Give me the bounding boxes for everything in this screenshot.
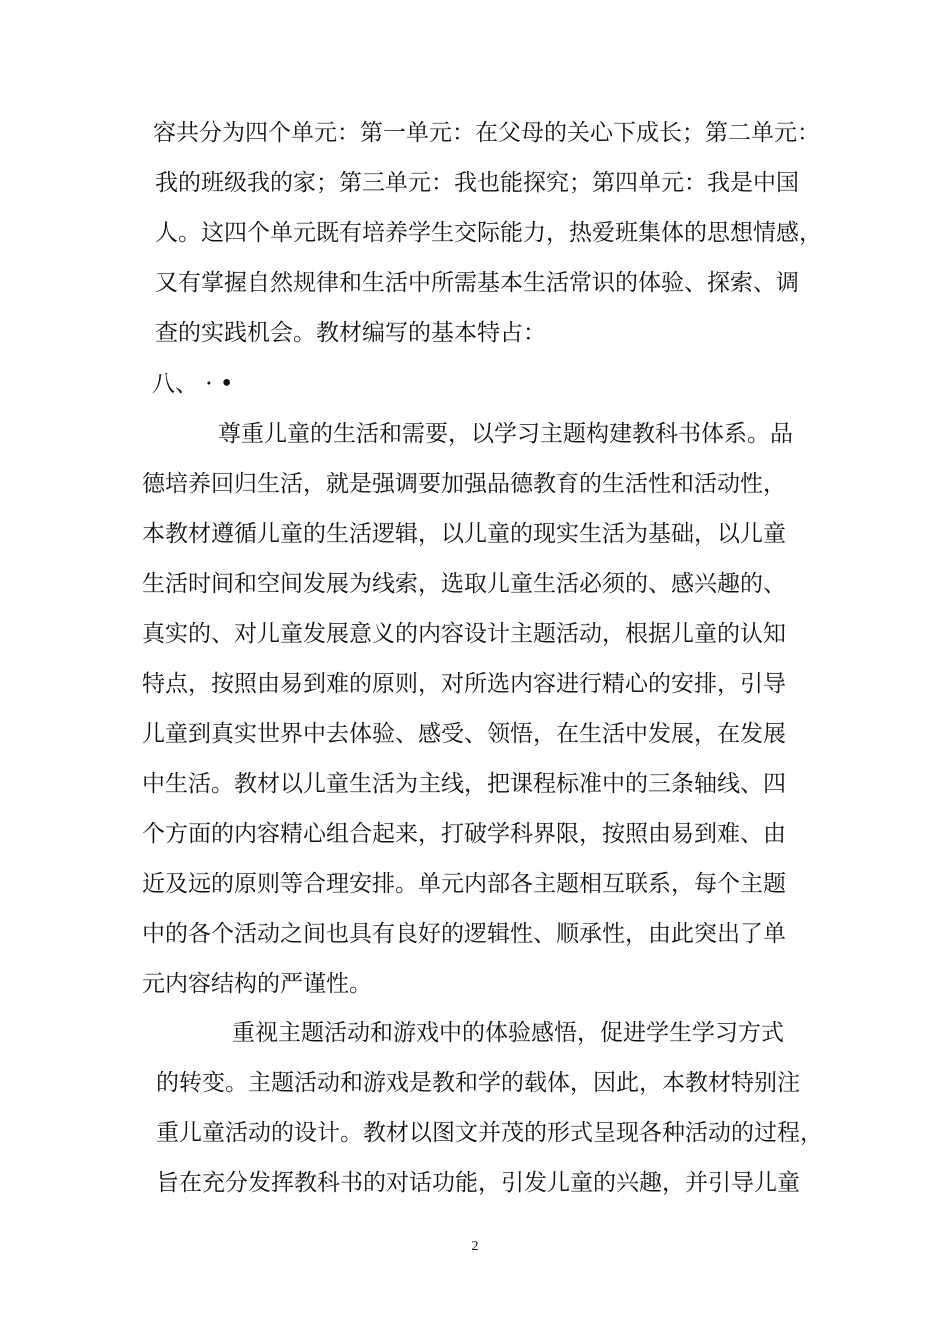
text-line: 德培养回归生活，就是强调要加强品德教育的生活性和活动性，: [142, 471, 786, 497]
text-line: 本教材遵循儿童的生活逻辑，以儿童的现实生活为基础，以儿童: [142, 521, 786, 547]
text-line: 个方面的内容精心组合起来，打破学科界限，按照由易到难、由: [142, 821, 786, 847]
text-line: 我的班级我的家；第三单元：我也能探究；第四单元：我是中国: [155, 170, 799, 196]
text-line: 中的各个活动之间也具有良好的逻辑性、顺承性，由此突出了单: [142, 921, 786, 947]
page-number: 2: [471, 1239, 479, 1254]
text-line: 特点，按照由易到难的原则，对所选内容进行精心的安排，引导: [142, 671, 786, 697]
text-line: 容共分为四个单元：第一单元：在父母的关心下成长；第二单元：: [153, 120, 820, 146]
text-line: 又有掌握自然规律和生活中所需基本生活常识的体验、探索、调: [155, 270, 799, 296]
text-line: 元内容结构的严谨性。: [142, 971, 372, 997]
text-line: 真实的、对儿童发展意义的内容设计主题活动，根据儿童的认知: [142, 621, 786, 647]
text-line: 查的实践机会。教材编写的基本特占：: [155, 320, 546, 346]
text-line: 近及远的原则等合理安排。单元内部各主题相互联系，每个主题: [142, 871, 786, 897]
text-line: 儿童到真实世界中去体验、感受、领悟，在生活中发展，在发展: [142, 721, 786, 747]
text-line: 重儿童活动的设计。教材以图文并茂的形式呈现各种活动的过程，: [156, 1120, 823, 1146]
text-line: 的转变。主题活动和游戏是教和学的载体，因此，本教材特别注: [156, 1070, 800, 1096]
paragraph-first-line: 重视主题活动和游戏中的体验感悟，促进学生学习方式: [232, 1020, 784, 1046]
text-line: 旨在充分发挥教科书的对话功能，引发儿童的兴趣，并引导儿童: [156, 1170, 800, 1196]
paragraph-first-line: 尊重儿童的生活和需要，以学习主题构建教科书体系。品: [218, 421, 793, 447]
text-line: 人。这四个单元既有培养学生交际能力，热爱班集体的思想情感，: [155, 220, 822, 246]
text-line: 八、 · •: [152, 371, 234, 397]
text-line: 生活时间和空间发展为线索，选取儿童生活必须的、感兴趣的、: [142, 571, 786, 597]
text-line: 中生活。教材以儿童生活为主线，把课程标准中的三条轴线、四: [142, 771, 786, 797]
